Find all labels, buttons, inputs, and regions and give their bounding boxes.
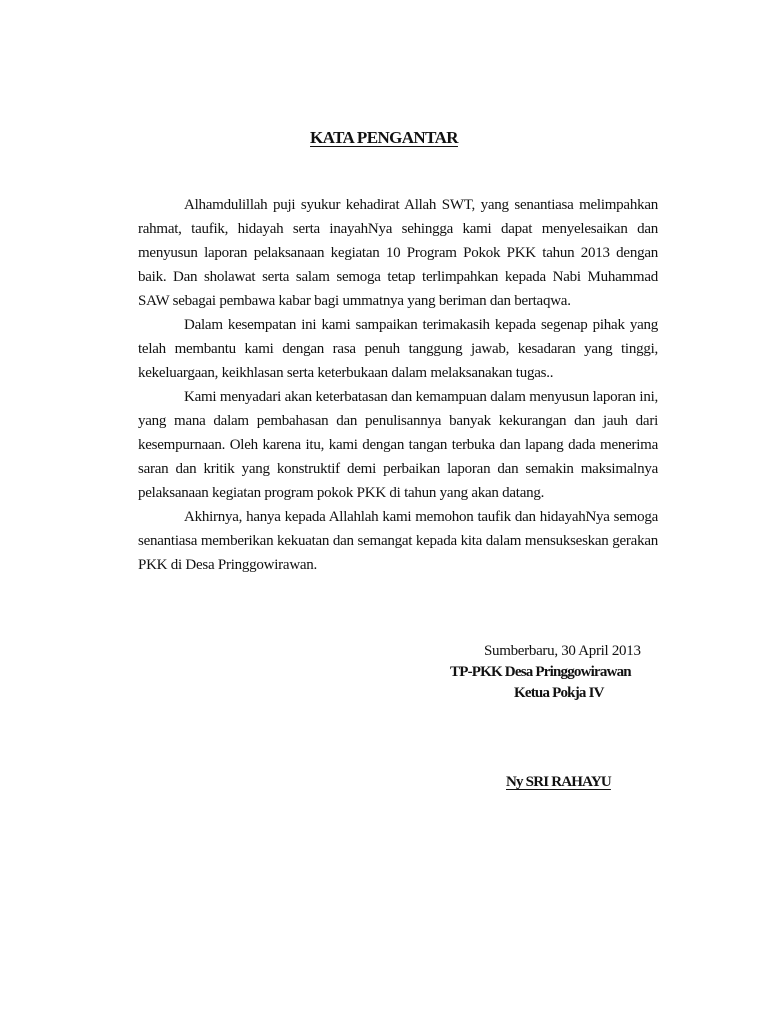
position-title: Ketua Pokja IV [514, 685, 604, 701]
signer-name: Ny SRI RAHAYU [506, 774, 611, 790]
place-date: Sumberbaru, 30 April 2013 [484, 643, 641, 659]
paragraph-closing: Akhirnya, hanya kepada Allahlah kami memohon taufik dan hidayahNya semoga senantiasa memberikan kekuatan dan semangat kepada kita dalam mensukseskan gerakan PKK di Desa Pringgowirawan. [138, 509, 658, 573]
paragraph-opening: Alhamdulillah puji syukur kehadirat Allah SWT, yang senantiasa melimpahkan rahmat, taufik, hidayah serta inayahNya sehingga kami dapat menyelesaikan dan menyusun laporan pelaksanaan kegiatan 10 Program Pokok PKK tahun 2013 dengan baik. Dan sholawat serta salam semoga tetap terlimpahkan kepada Nabi Muhammad SAW sebagai pembawa kabar bagi ummatnya yang beriman dan bertaqwa. [138, 197, 658, 309]
organization-name: TP-PKK Desa Pringgowirawan [450, 664, 631, 680]
page-title: KATA PENGANTAR [310, 128, 458, 147]
body-text [138, 193, 658, 577]
paragraph-thanks: Dalam kesempatan ini kami sampaikan terimakasih kepada segenap pihak yang telah membantu kami dengan rasa penuh tanggung jawab, kesadaran yang tinggi, kekeluargaan, keikhlasan serta keterbukaan dalam melaksanakan tugas.. [138, 317, 658, 381]
paragraph-apology: Kami menyadari akan keterbatasan dan kemampuan dalam menyusun laporan ini, yang mana dalam pembahasan dan penulisannya banyak kekurangan dan jauh dari kesempurnaan. Oleh karena itu, kami dengan tangan terbuka dan lapang dada menerima saran dan kritik yang konstruktif demi perbaikan laporan dan semakin maksimalnya pelaksanaan kegiatan program pokok PKK di tahun yang akan datang. [138, 389, 658, 501]
